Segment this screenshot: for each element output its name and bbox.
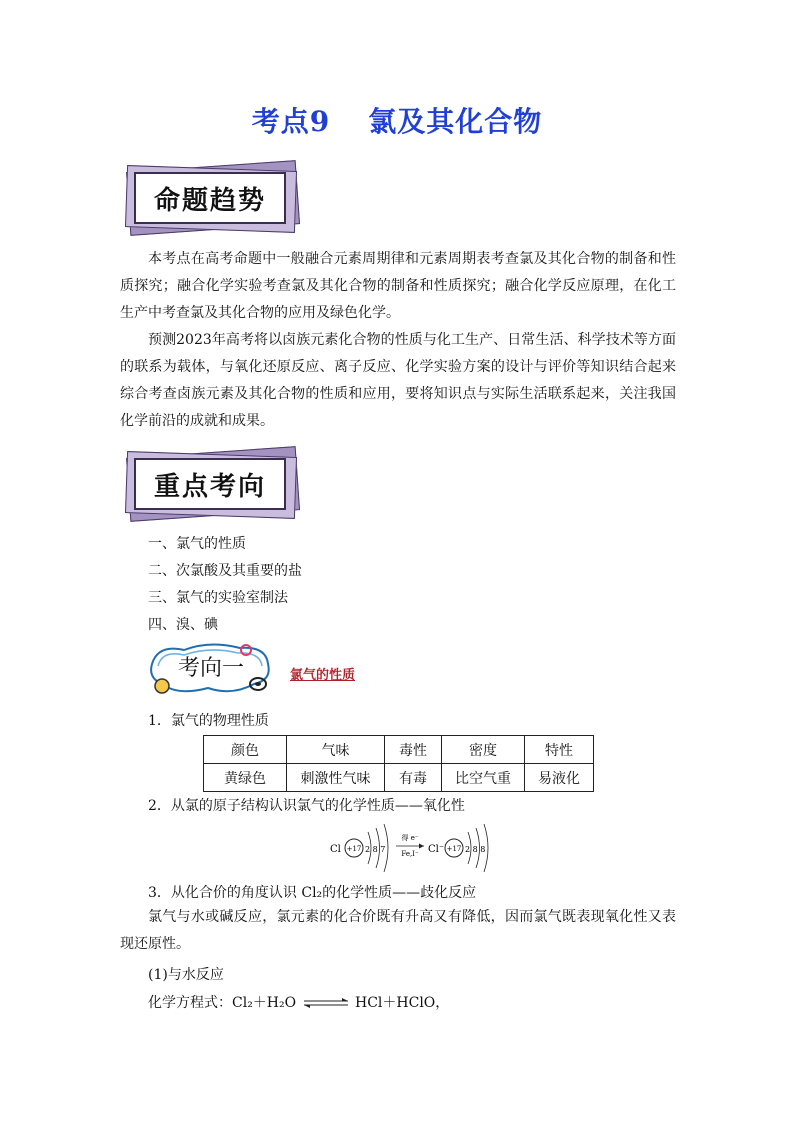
arrow-bottom-label: Fe,I⁻ <box>401 850 419 858</box>
title-topic: 氯及其化合物 <box>368 105 543 138</box>
banner-focus-label: 重点考向 <box>134 458 286 510</box>
section3-heading: 3．从化合价的角度认识 Cl₂的化学性质——歧化反应 <box>148 885 477 901</box>
table-header-cell: 毒性 <box>385 736 442 764</box>
page-title <box>0 100 794 140</box>
table-header-cell: 特性 <box>525 736 594 764</box>
table-cell: 易液化 <box>525 764 594 792</box>
outline-item-2: 二、次氯酸及其重要的盐 <box>148 563 302 579</box>
outline-item-1: 一、氯气的性质 <box>148 536 246 552</box>
table-cell: 黄绿色 <box>204 764 287 792</box>
left-nucleus: +17 <box>346 845 362 853</box>
right-symbol: Cl⁻ <box>428 844 445 855</box>
section3-subheading: (1)与水反应 <box>148 967 224 983</box>
table-cell: 比空气重 <box>442 764 525 792</box>
kaoxiang-badge-text: 考向一 <box>177 656 245 681</box>
banner-trend <box>120 162 300 234</box>
equation-right: HCl＋HClO， <box>355 995 450 1011</box>
left-symbol: Cl <box>330 844 341 855</box>
equilibrium-arrow-icon <box>301 997 351 1009</box>
properties-table <box>203 735 594 792</box>
table-header-cell: 气味 <box>287 736 385 764</box>
table-cell: 有毒 <box>385 764 442 792</box>
section3-paragraph: 氯气与水或碱反应，氯元素的化合价既有升高又有降低，因而氯气既表现氧化性又表现还原性。 <box>120 909 676 952</box>
equation-left: Cl₂＋H₂O <box>232 995 297 1011</box>
kaoxiang-link[interactable]: 氯气的性质 <box>290 668 356 683</box>
section1-heading: 1．氯气的物理性质 <box>148 713 269 729</box>
atomic-structure-graphic <box>330 818 500 878</box>
outline-item-4: 四、溴、碘 <box>148 617 218 633</box>
table-header-cell: 颜色 <box>204 736 287 764</box>
intro-paragraph-2: 预测2023年高考将以卤族元素化合物的性质与化工生产、日常生活、科学技术等方面的联系为载体，与氧化还原反应、离子反应、化学实验方案的设计与评价等知识结合起来综合考查卤族元素及其化合物的性质和应用，要将知识点与实际生活联系起来，关注我国化学前沿的成就和成果。 <box>120 332 676 429</box>
right-shells: 2 8 8 <box>465 845 486 854</box>
chemical-equation <box>148 992 449 1012</box>
intro-paragraph-1: 本考点在高考命题中一般融合元素周期律和元素周期表考查氯及其化合物的制备和性质探究；融合化学实验考查氯及其化合物的制备和性质探究；融合化学反应原理，在化工生产中考查氯及其化合物的应用及绿色化学。 <box>120 251 676 321</box>
kaoxiang-badge <box>148 640 274 698</box>
kaoxiang-badge-graphic <box>148 640 274 698</box>
banner-focus <box>120 448 300 520</box>
right-nucleus: +17 <box>446 845 462 853</box>
section2-heading: 2．从氯的原子结构认识氯气的化学性质——氧化性 <box>148 798 465 814</box>
equation-label: 化学方程式： <box>148 995 232 1011</box>
outline-item-3: 三、氯气的实验室制法 <box>148 590 288 606</box>
atomic-structure-diagram <box>330 818 500 878</box>
banner-trend-label: 命题趋势 <box>134 172 286 224</box>
title-number: 考点9 <box>251 105 331 138</box>
left-shells: 2 8 7 <box>365 845 386 854</box>
table-cell: 刺激性气味 <box>287 764 385 792</box>
table-row <box>204 764 594 792</box>
table-header-cell: 密度 <box>442 736 525 764</box>
table-header-row <box>204 736 594 764</box>
arrow-top-label: 得 e⁻ <box>401 834 419 842</box>
